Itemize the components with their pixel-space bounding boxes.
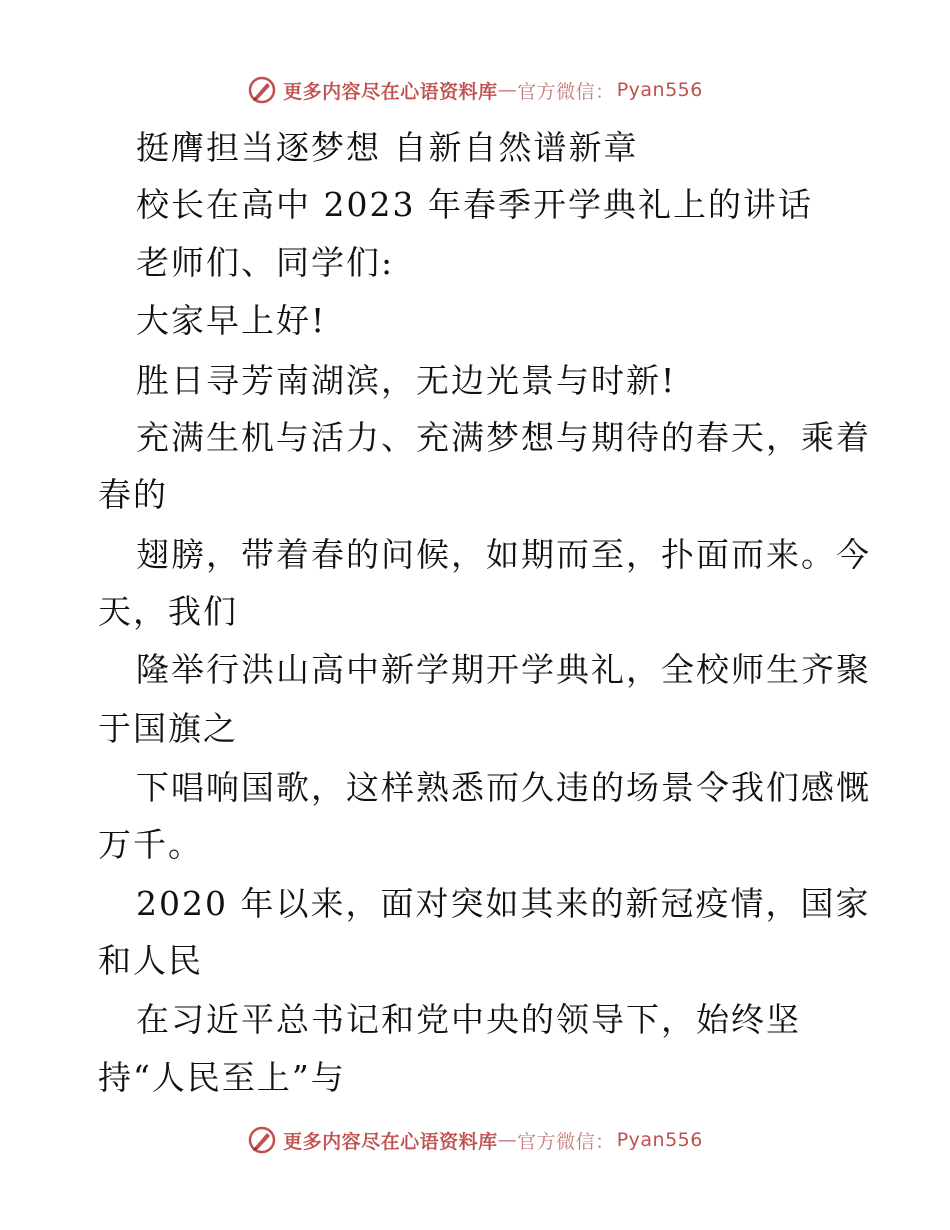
doc-subtitle: 校长在高中 2023 年春季开学典礼上的讲话 (136, 185, 813, 224)
paragraph-line: 天，我们 (98, 592, 238, 631)
watermark-footer (0, 1120, 950, 1160)
watermark-sub-text: 官方微信： (517, 1130, 615, 1153)
greeting: 大家早上好! (136, 301, 327, 340)
paragraph-line: 翅膀，带着春的问候，如期而至，扑面而来。今 (136, 535, 871, 574)
watermark-dash: — (497, 1129, 518, 1151)
watermark-main-text: 更多内容尽在心语资料库 (283, 80, 498, 103)
watermark-header (0, 70, 950, 110)
watermark-sub-text: 官方微信： (517, 80, 615, 103)
pen-logo-icon (247, 75, 277, 105)
watermark-main-text: 更多内容尽在心语资料库 (283, 1130, 498, 1153)
pen-logo-icon (247, 1125, 277, 1155)
paragraph-line: 2020 年以来，面对突如其来的新冠疫情，国家 (136, 884, 871, 923)
paragraph-line: 隆举行洪山高中新学期开学典礼，全校师生齐聚 (136, 650, 871, 689)
watermark-wechat-id: Pyan556 (616, 1129, 703, 1151)
paragraph-line: 和人民 (98, 941, 203, 980)
paragraph-line: 在习近平总书记和党中央的领导下，始终坚 (136, 1000, 801, 1039)
paragraph-line: 下唱响国歌，这样熟悉而久违的场景令我们感慨 (136, 768, 871, 807)
paragraph-line: 春的 (98, 475, 168, 514)
paragraph-line: 万千。 (98, 825, 203, 864)
doc-title: 挺膺担当逐梦想 自新自然谱新章 (136, 128, 639, 167)
paragraph-line: 胜日寻芳南湖滨，无边光景与时新! (136, 361, 677, 400)
watermark-wechat-id: Pyan556 (616, 79, 703, 101)
paragraph-line: 充满生机与活力、充满梦想与期待的春天，乘着 (136, 418, 871, 457)
watermark-dash: — (497, 79, 518, 101)
salutation: 老师们、同学们: (136, 243, 395, 282)
paragraph-line: 于国旗之 (98, 709, 238, 748)
paragraph-line: 持“人民至上”与 (98, 1058, 346, 1097)
